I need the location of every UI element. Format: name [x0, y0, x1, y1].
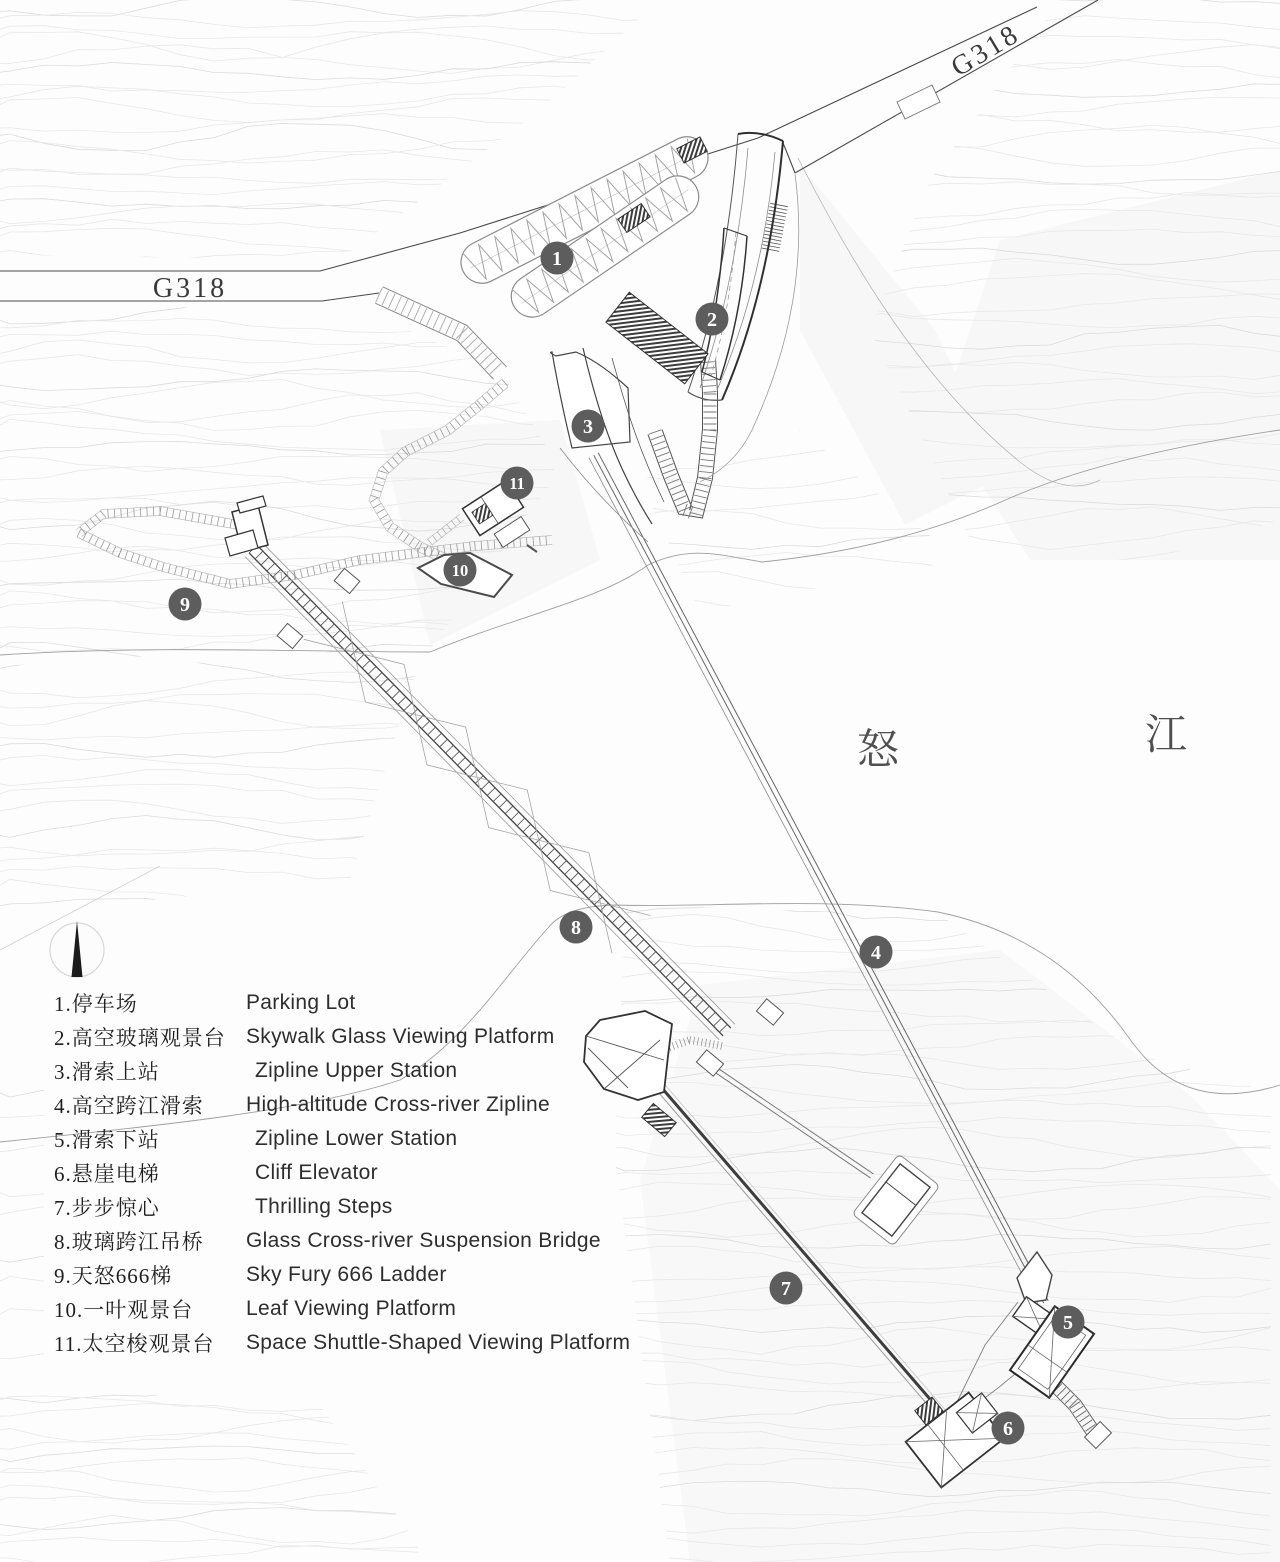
legend-label-zh: 玻璃跨江吊桥	[71, 1230, 204, 1254]
marker-number: 2	[707, 309, 717, 331]
legend-label-zh: 太空梭观景台	[82, 1332, 215, 1356]
legend-label-en: Zipline Upper Station	[255, 1059, 458, 1082]
legend-label-en: High-altitude Cross-river Zipline	[246, 1093, 550, 1116]
marker-number: 7	[781, 1278, 791, 1300]
legend-number: 10.	[54, 1298, 84, 1322]
legend-label-zh: 高空玻璃观景台	[71, 1026, 226, 1050]
legend-item-8	[54, 1224, 630, 1258]
legend-label-zh: 高空跨江滑索	[71, 1094, 204, 1118]
legend-item-10	[54, 1292, 630, 1326]
map-marker-10[interactable]	[444, 554, 477, 587]
legend-item-7	[54, 1190, 630, 1224]
river-label-char-2: 江	[1144, 713, 1188, 759]
legend-label-en: Space Shuttle-Shaped Viewing Platform	[246, 1331, 631, 1354]
legend-number: 2.	[54, 1026, 72, 1050]
legend-label-zh: 滑索下站	[71, 1128, 160, 1152]
legend-item-3	[54, 1054, 630, 1088]
legend-label-en: Parking Lot	[246, 991, 356, 1014]
map-marker-4[interactable]	[860, 936, 893, 969]
legend-label-zh: 滑索上站	[71, 1060, 160, 1084]
map-marker-11[interactable]	[501, 467, 534, 500]
marker-number: 6	[1003, 1418, 1013, 1440]
map-marker-1[interactable]	[541, 242, 574, 275]
marker-number: 10	[451, 561, 469, 580]
map-marker-6[interactable]	[992, 1412, 1025, 1445]
legend-number: 1.	[54, 992, 72, 1016]
map-marker-5[interactable]	[1052, 1306, 1085, 1339]
legend-number: 3.	[54, 1060, 72, 1084]
legend-label-zh: 悬崖电梯	[71, 1162, 160, 1186]
legend-label-en: Zipline Lower Station	[255, 1127, 458, 1150]
river-label-char-1: 怒	[856, 728, 900, 774]
legend-label-zh: 停车场	[71, 992, 138, 1016]
legend-label-zh: 天怒666梯	[71, 1264, 173, 1288]
legend-label-zh: 一叶观景台	[83, 1298, 194, 1322]
legend-item-6	[54, 1156, 630, 1190]
marker-number: 3	[583, 416, 593, 438]
marker-number: 1	[552, 248, 562, 270]
legend-label-en: Leaf Viewing Platform	[246, 1297, 457, 1320]
marker-number: 8	[571, 917, 581, 939]
map-marker-8[interactable]	[560, 911, 593, 944]
legend-item-4	[54, 1088, 630, 1122]
legend-label-zh: 步步惊心	[71, 1196, 160, 1220]
legend-item-5	[54, 1122, 630, 1156]
marker-number: 11	[509, 474, 525, 493]
legend-label-en: Cliff Elevator	[255, 1161, 378, 1184]
legend-label-en: Glass Cross-river Suspension Bridge	[246, 1229, 601, 1252]
road-label-g318-west: G318	[152, 273, 228, 304]
legend-item-11	[54, 1326, 630, 1360]
legend-number: 4.	[54, 1094, 72, 1118]
legend-item-9	[54, 1258, 630, 1292]
legend-number: 8.	[54, 1230, 72, 1254]
map-marker-9[interactable]	[169, 588, 202, 621]
legend-number: 9.	[54, 1264, 72, 1288]
legend	[54, 986, 630, 1360]
legend-number: 7.	[54, 1196, 72, 1220]
map-marker-7[interactable]	[770, 1272, 803, 1305]
legend-number: 5.	[54, 1128, 72, 1152]
legend-item-2	[54, 1020, 630, 1054]
road-label-g318-northeast: G318	[945, 18, 1026, 84]
legend-label-en: Sky Fury 666 Ladder	[246, 1263, 447, 1286]
marker-number: 5	[1063, 1312, 1073, 1334]
marker-number: 4	[871, 942, 881, 964]
map-marker-3[interactable]	[572, 410, 605, 443]
legend-label-en: Thrilling Steps	[255, 1195, 393, 1218]
legend-number: 11.	[54, 1332, 83, 1356]
legend-item-1	[54, 986, 630, 1020]
map-marker-2[interactable]	[696, 303, 729, 336]
legend-number: 6.	[54, 1162, 72, 1186]
marker-number: 9	[180, 594, 190, 616]
legend-label-en: Skywalk Glass Viewing Platform	[246, 1025, 555, 1048]
